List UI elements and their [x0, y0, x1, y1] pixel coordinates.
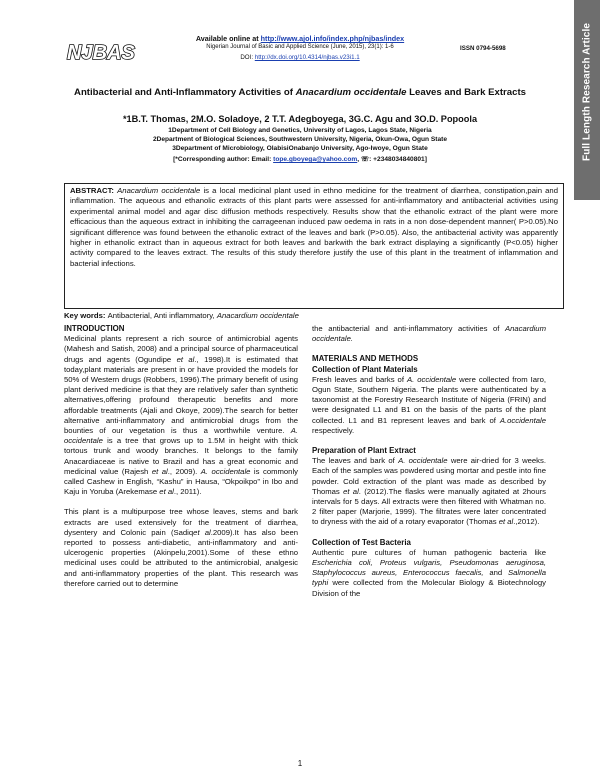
doi-line	[140, 54, 460, 61]
text-run: ., 2011).	[173, 487, 202, 497]
text-run: were collected from the Molecular Biology & Biotechnology Division of the	[312, 578, 546, 598]
introduction-heading: INTRODUCTION	[64, 324, 125, 333]
text-run: Salmonella typhi	[312, 568, 546, 588]
text-run: The leaves and bark of	[312, 456, 399, 466]
article-type-banner	[574, 0, 600, 200]
corresponding-author	[40, 155, 560, 163]
right-column	[312, 324, 546, 609]
article-type-label: Full Length Research Article	[581, 22, 593, 162]
left-column	[64, 324, 298, 599]
text-run: is a tree that grows up to 1.5M in height with thick tortous trunk and woody branches. It belongs to the family Anacardiaceae is native to Brazil and has a great economic and medicinal value (Rajesh	[64, 436, 298, 476]
keywords	[64, 311, 299, 320]
title-post: Leaves and Bark Extracts	[406, 87, 526, 98]
text-run: et al	[151, 466, 168, 476]
journal-citation: Nigerian Journal of Basic and Applied Science (June, 2015), 23(1): 1-6	[206, 44, 394, 50]
corr-suffix: , ☏: +2348034840801]	[357, 156, 427, 163]
text-run: Fresh leaves and barks of	[312, 374, 407, 384]
text-run: This plant is a multipurpose tree whose leaves, stems and bark extracts are used extensively for the treatment of diarrhea, dysentery and Colonic pain (Sadiq	[64, 507, 298, 537]
text-run: Anacardium occidentale.	[312, 324, 546, 344]
abstract-species: Anacardium occidentale	[117, 186, 201, 195]
keywords-species: Anacardium occidentale	[216, 311, 299, 320]
text-run: A. occidentale	[200, 466, 251, 476]
collection-plant-paragraph	[312, 375, 546, 436]
text-run: and	[483, 568, 508, 578]
available-prefix: Available online at	[195, 34, 261, 43]
paper-title	[40, 87, 560, 98]
intro-paragraph-1	[64, 334, 298, 497]
text-run: . (2012).The flasks were manually agitated at 2hours intervals for 5 days. All extracts were then filtered with Whatman no. 2 filter paper (Marjorie, 1999). The filtrates were later concentrated to dryness with the aid of a rotary evaporator (Thomas	[312, 486, 547, 527]
keywords-text: Antibacterial, Anti inflammatory,	[107, 311, 217, 320]
text-run: A.occidentale	[499, 415, 546, 425]
corr-email-link[interactable]: tope.gboyega@yahoo.com	[273, 156, 358, 163]
text-run: et al	[498, 517, 514, 527]
intro-paragraph-2	[64, 507, 298, 589]
text-run: were collected from Iaro, Ogun State, Southern Nigeria. The plants were authenticated by a taxonomist at the Forestry Research Institute of Nigeria (FRIN) and were designated L1 and B1 on the basis of the parts of the plant collected. L1 and B1 represent leaves and bark of	[312, 374, 546, 425]
doi-link[interactable]: http://dx.doi.org/10.4314/njbas.v23i1.1	[254, 54, 360, 61]
collection-bacteria-paragraph	[312, 548, 546, 599]
text-run: were air-dried for 3 weeks. Each of the samples was powdered using mortar and pestle into fine powder. Cold extraction of the plant was made as described by Thomas	[312, 456, 547, 496]
text-run: .2009).It has also been reported to possess anti-diabetic, anti-inflammatory and anti-ulcerogenic properties (Akinpelu,2001).Some of these ethno medicinal uses could be attributed to the antimicrobial, analgesic and anti-inflammatory properties of the plant. This research was therefore carried out to determine	[64, 527, 299, 588]
author-list: *1B.T. Thomas, 2M.O. Soladoye, 2 T.T. Adegboyega, 3G.C. Agu and 3O.D. Popoola	[122, 114, 478, 124]
text-run: is commonly called Cashew in English, “Kashu” in Hausa, “Okpoikpo” in Ibo and Kaju in Yoruba (Arekemase	[64, 466, 299, 497]
text-run: A. occidentale	[398, 456, 448, 466]
text-run: Medicinal plants represent a rich source of antimicrobial agents (Mahesh and Satish, 2008) and a principal source of pharmaceutical drugs and agents (Ogundipe	[64, 334, 298, 364]
text-run: Authentic pure cultures of human pathogenic bacteria like	[312, 547, 546, 557]
corr-prefix: [*Corresponding author: Email:	[173, 156, 274, 163]
affiliation-3: 3Department of Microbiology, OlabisiOnabanjo University, Ago-Iwoye, Ogun State	[172, 145, 428, 152]
text-run: .,2012).	[513, 517, 540, 527]
preparation-extract-paragraph	[312, 456, 546, 527]
journal-url-link[interactable]: http://www.ajol.info/index.php/njbas/index	[260, 34, 405, 43]
text-run: ., 1998).It is estimated that today,plant materials are present in or have provided the models for 50% of Western drugs (Robbers, 1996).The primary benefit of using plant derived medicine is that they are relatively safer than synthetic alternatives,offering profound therapeutic benefits and more affordable treatments (Ajali and Okoye, 2009).The search for better alternative anti-inflammatory and antimicrobial drugs from the bounties of our vegetation is thus a worthwhile venture.	[64, 354, 299, 436]
text-run: respectively.	[312, 425, 355, 435]
abstract-box	[64, 183, 564, 309]
title-pre: Antibacterial and Anti-Inflammatory Activities of	[74, 87, 296, 98]
text-run: A. occidentale	[407, 374, 457, 384]
text-run: et al	[159, 487, 174, 497]
issn: ISSN 0794-5698	[460, 45, 506, 52]
title-species: Anacardium occidentale	[295, 87, 407, 98]
text-run: A. occidentale	[64, 426, 298, 446]
doi-prefix: DOI:	[240, 54, 255, 61]
available-online-line	[140, 34, 460, 43]
logo-text: NJBAS	[67, 42, 135, 64]
materials-methods-heading: MATERIALS AND METHODS	[312, 354, 419, 364]
abstract-label: ABSTRACT:	[70, 186, 118, 195]
keywords-label: Key words:	[64, 311, 108, 320]
journal-logo	[66, 36, 135, 66]
text-run: Escherichia coli, Proteus vulgaris, Pseudomonas aeruginosa, Staphylococcus aureus, Enterococcus faecalis,	[312, 558, 546, 578]
text-run: ., 2009).	[167, 466, 201, 476]
intro-continuation	[312, 324, 546, 344]
collection-bacteria-heading: Collection of Test Bacteria	[312, 537, 411, 547]
text-run: et al	[193, 527, 211, 537]
text-run: the antibacterial and anti-inflammatory activities of	[312, 324, 505, 333]
abstract-body: is a local medicinal plant used in ethno medicine for the treatment of diarrhea, constipation,pain and inflammation. The aqueous and ethanolic extracts of this plant parts were assessed for anti-inflammatory and antibacterial activities using experimental animal model and agar disc diffusion methods respectively. Results show that the ethanolic extract of the plant were more efficacious than the aqueous extract in inhibiting the carrageenan induced paw oedema in rats in a non dose-dependent manner( P>0.05).No significant difference was found between the ethanolic extract of the leaves and bark (P>0.05). Also, the antibacterial activity was apparently higher in ethanolic extract than in aqueous extract for both leaves and barkwith the bark extract displaying a significantly (P<0.05) higher activity compared to the leaves extract. The results of this study therefore justify the use of this plant in the treatment of inflammation and bacterial infections.	[70, 186, 558, 268]
text-run: et al	[176, 354, 195, 364]
affiliation-2: 2Department of Biological Sciences, Southwestern University, Nigeria, Okun-Owa, Ogun State	[152, 136, 448, 143]
affiliation-1: 1Department of Cell Biology and Genetics, University of Lagos, Lagos State, Nigeria	[168, 127, 432, 134]
preparation-extract-heading: Preparation of Plant Extract	[312, 446, 416, 456]
text-run: et al	[343, 486, 359, 496]
page-number: 1	[297, 759, 303, 768]
collection-plant-heading: Collection of Plant Materials	[312, 364, 418, 374]
